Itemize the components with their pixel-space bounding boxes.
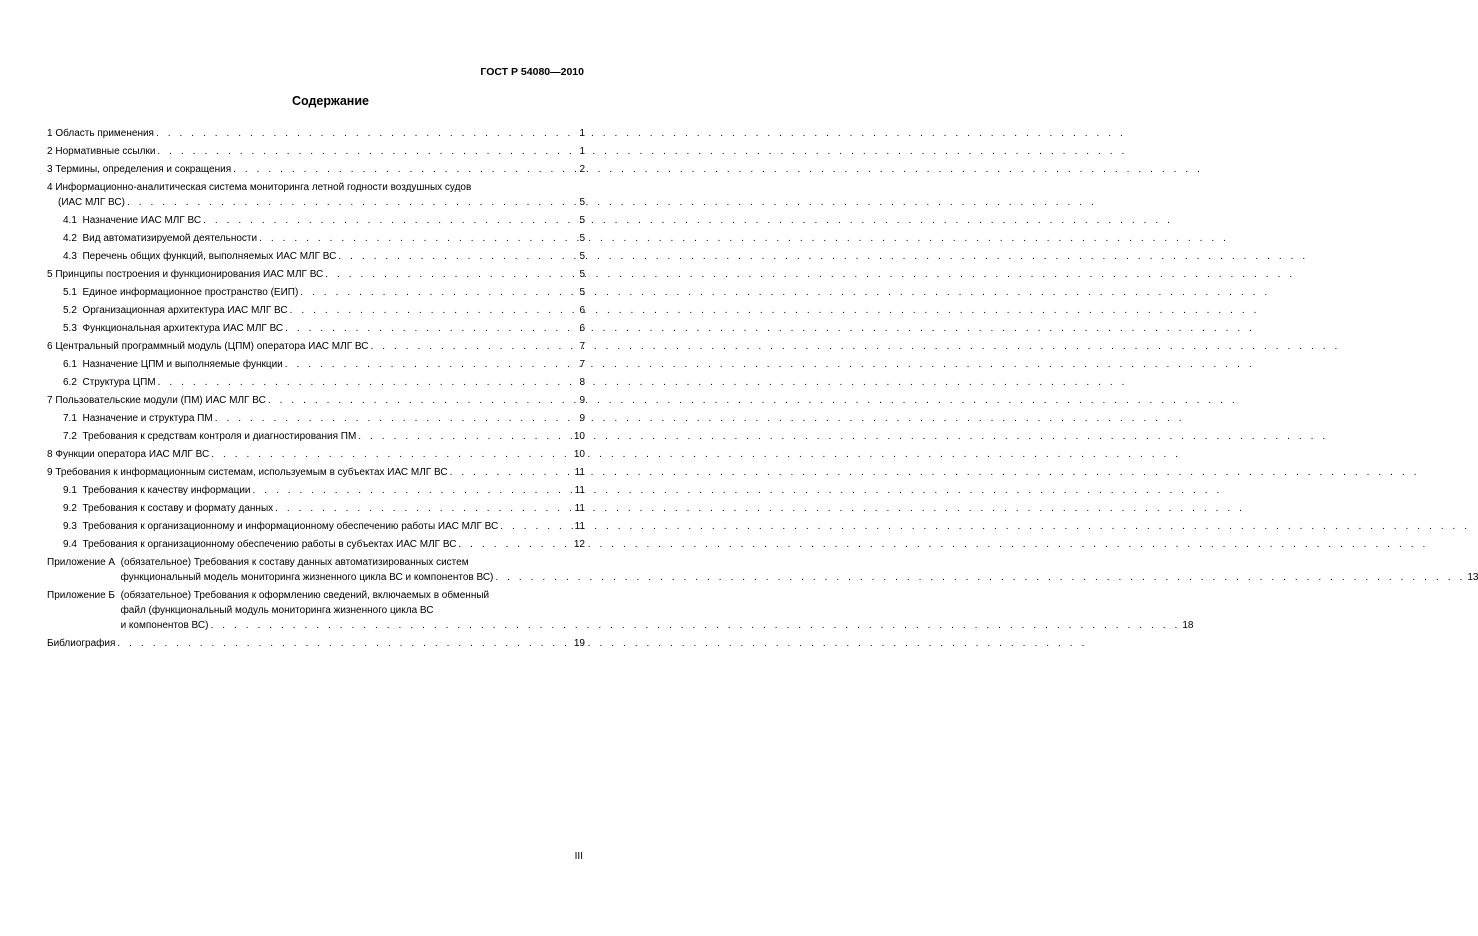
toc-entry-4[interactable] [47, 180, 585, 210]
toc-entry-page: 1 [579, 128, 585, 139]
toc-entry-page: 7 [579, 341, 585, 352]
appendix-text-line1: (обязательное) Требования к оформлению сведений, включаемых в обменный [120, 590, 490, 601]
bibliography-page: 19 [573, 638, 585, 649]
toc-entry-number: 6.2 [63, 377, 77, 388]
appendix-page: 13 [1467, 572, 1478, 583]
toc-entry-text: Вид автоматизируемой деятельности [82, 233, 258, 244]
toc-entry-3[interactable] [47, 162, 585, 177]
toc-entry-page: 9 [579, 395, 585, 406]
appendix-label: Приложение А [47, 557, 116, 568]
toc-entry-number: 6 [47, 341, 53, 352]
toc-entry-9-4[interactable] [47, 537, 585, 552]
toc-entry-text: Перечень общих функций, выполняемых ИАС МЛГ ВС [82, 251, 337, 262]
toc-entry-4-3[interactable] [47, 249, 585, 264]
toc-entry-page: 5 [579, 197, 585, 208]
toc-entry-text: Назначение ЦПМ и выполняемые функции [82, 359, 283, 370]
toc-entry-page: 11 [574, 521, 585, 532]
toc-entry-number: 1 [47, 128, 53, 139]
toc-entry-page: 5 [579, 251, 585, 262]
toc-entry-text: Назначение ИАС МЛГ ВС [82, 215, 202, 226]
appendix-label: Приложение Б [47, 590, 115, 601]
toc-entry-number: 4.1 [63, 215, 77, 226]
toc-entry-page: 10 [573, 431, 585, 442]
toc-entry-6-2[interactable] [47, 375, 585, 390]
toc-entry-text: Требования к организационному и информационному обеспечению работы ИАС МЛГ ВС [82, 521, 499, 532]
toc-entry-6[interactable] [47, 339, 585, 354]
table-of-contents [47, 126, 1478, 651]
bibliography-text: Библиография [47, 638, 116, 649]
toc-entry-4-2[interactable] [47, 231, 585, 246]
toc-entry-9[interactable] [47, 465, 585, 480]
toc-entry-text: (ИАС МЛГ ВС) [58, 197, 125, 208]
toc-entry-2[interactable] [47, 144, 585, 159]
toc-entry-text: Область применения [55, 128, 154, 139]
toc-entry-number: 5.1 [63, 287, 77, 298]
toc-entry-text: Нормативные ссылки [55, 146, 156, 157]
appendix-text: и компонентов ВС) [120, 620, 209, 631]
toc-entry-number: 9.1 [63, 485, 77, 496]
toc-entry-5-2[interactable] [47, 303, 585, 318]
toc-entry-number: 7.1 [63, 413, 77, 424]
toc-entry-text: Центральный программный модуль (ЦПМ) оператора ИАС МЛГ ВС [55, 341, 369, 352]
toc-entry-text: Требования к качеству информации [82, 485, 251, 496]
toc-entry-number: 7.2 [63, 431, 77, 442]
toc-bibliography[interactable] [47, 636, 585, 651]
toc-entry-text: Функции оператора ИАС МЛГ ВС [55, 449, 210, 460]
toc-entry-text: Функциональная архитектура ИАС МЛГ ВС [82, 323, 284, 334]
toc-entry-page: 1 [579, 146, 585, 157]
document-id: ГОСТ Р 54080—2010 [480, 66, 584, 78]
toc-entry-text: Требования к информационным системам, используемым в субъектах ИАС МЛГ ВС [55, 467, 448, 478]
toc-entry-page: 11 [574, 485, 585, 496]
toc-entry-page: 8 [579, 377, 585, 388]
toc-entry-text: Требования к составу и формату данных [82, 503, 274, 514]
toc-entry-page: 5 [579, 215, 585, 226]
toc-entry-4-1[interactable] [47, 213, 585, 228]
toc-entry-page: 6 [579, 323, 585, 334]
toc-title: Содержание [291, 94, 369, 108]
toc-entry-text: Организационная архитектура ИАС МЛГ ВС [82, 305, 288, 316]
toc-entry-number: 4.2 [63, 233, 77, 244]
toc-entry-number: 9.3 [63, 521, 77, 532]
toc-entry-6-1[interactable] [47, 357, 585, 372]
toc-entry-text: Принципы построения и функционирования ИАС МЛГ ВС [55, 269, 324, 280]
toc-entry-page: 2 [579, 164, 585, 175]
toc-entry-9-1[interactable] [47, 483, 585, 498]
toc-entry-number: 9.2 [63, 503, 77, 514]
toc-entry-page: 11 [574, 503, 585, 514]
toc-entry-text-line1: Информационно-аналитическая система мониторинга летной годности воздушных судов [55, 182, 472, 193]
toc-entry-number: 5 [47, 269, 53, 280]
toc-entry-number: 9.4 [63, 539, 77, 550]
toc-entry-text: Назначение и структура ПМ [82, 413, 213, 424]
toc-entry-number: 4.3 [63, 251, 77, 262]
toc-entry-page: 6 [579, 305, 585, 316]
toc-entry-number: 4 [47, 182, 53, 193]
toc-entry-text: Термины, определения и сокращения [55, 164, 232, 175]
toc-entry-1[interactable] [47, 126, 585, 141]
toc-entry-8[interactable] [47, 447, 585, 462]
toc-entry-page: 5 [579, 269, 585, 280]
toc-entry-number: 5.3 [63, 323, 77, 334]
appendix-page: 18 [1182, 620, 1194, 631]
toc-entry-5-3[interactable] [47, 321, 585, 336]
toc-entry-page: 12 [573, 539, 585, 550]
toc-entry-number: 5.2 [63, 305, 77, 316]
page-number: III [574, 851, 583, 862]
toc-entry-9-2[interactable] [47, 501, 585, 516]
toc-entry-number: 7 [47, 395, 53, 406]
toc-entry-text: Пользовательские модули (ПМ) ИАС МЛГ ВС [55, 395, 266, 406]
toc-entry-page: 11 [574, 467, 585, 478]
toc-entry-number: 2 [47, 146, 53, 157]
toc-entry-5-1[interactable] [47, 285, 585, 300]
toc-entry-7[interactable] [47, 393, 585, 408]
toc-entry-page: 10 [573, 449, 585, 460]
toc-appendix-b[interactable] [47, 588, 1194, 633]
appendix-text: функциональный модель мониторинга жизненного цикла ВС и компонентов ВС) [120, 572, 494, 583]
appendix-text-line1: (обязательное) Требования к составу данных автоматизированных систем [120, 557, 469, 568]
toc-entry-text: Структура ЦПМ [82, 377, 156, 388]
toc-entry-page: 5 [579, 287, 585, 298]
toc-entry-number: 9 [47, 467, 53, 478]
toc-entry-text: Требования к организационному обеспечению работы в субъектах ИАС МЛГ ВС [82, 539, 457, 550]
toc-appendix-a[interactable] [47, 555, 1478, 585]
toc-entry-5[interactable] [47, 267, 585, 282]
appendix-text-line2: файл (функциональный модуль мониторинга жизненного цикла ВС [120, 605, 434, 616]
toc-entry-text: Единое информационное пространство (ЕИП) [82, 287, 299, 298]
toc-entry-7-1[interactable] [47, 411, 585, 426]
toc-entry-number: 8 [47, 449, 53, 460]
toc-entry-9-3[interactable] [47, 519, 585, 534]
toc-entry-page: 5 [579, 233, 585, 244]
toc-entry-number: 6.1 [63, 359, 77, 370]
toc-entry-text: Требования к средствам контроля и диагностирования ПМ [82, 431, 357, 442]
toc-entry-number: 3 [47, 164, 53, 175]
toc-entry-7-2[interactable] [47, 429, 585, 444]
toc-entry-page: 9 [579, 413, 585, 424]
toc-entry-page: 7 [579, 359, 585, 370]
